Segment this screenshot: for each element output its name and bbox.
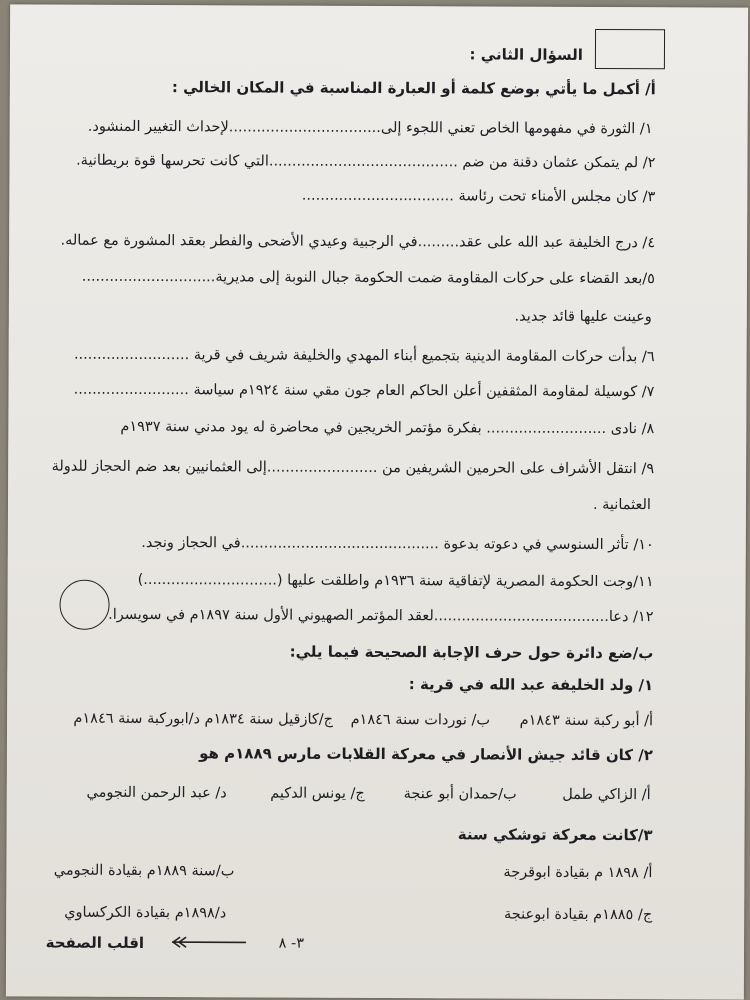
mcq-3-option-a: أ/ ١٨٩٨ م بقيادة ابوقرجة	[503, 864, 653, 882]
fill-item-3: ٣/ كان مجلس الأمناء تحت رئاسة .................................	[301, 187, 656, 206]
fill-item-7: ٧/ كوسيلة لمقاومة المثقفين أعلن الحاكم العام جون مقي سنة ١٩٢٤م سياسة .........................	[73, 381, 655, 401]
mcq-1-option-b: ب/ نوردات سنة ١٨٤٦م	[350, 711, 491, 729]
section-a-instruction: أ/ أكمل ما يأتي بوضع كلمة أو العبارة المناسبة في المكان الخالي :	[171, 78, 656, 99]
mcq-3-question: ٣/كانت معركة توشكي سنة	[457, 825, 653, 845]
fill-item-5-cont: وعينت عليها قائد جديد.	[514, 308, 652, 326]
fill-item-6: ٦/ بدأت حركات المقاومة الدينية بتجميع أبناء المهدي والخليفة شريف في قرية .........................	[73, 346, 655, 366]
mcq-1-question: ١/ ولد الخليفة عبد الله في قرية :	[408, 675, 654, 695]
mcq-1-option-a: أ/ أبو ركبة سنة ١٨٤٣م	[519, 712, 654, 730]
mcq-1-option-d: د/ابوركبة سنة ١٨٤٦م	[73, 710, 201, 728]
fill-item-10: ١٠/ تأثر السنوسي في دعوته بدعوة ...........................................في الحجاز ونجد.	[141, 534, 654, 554]
mcq-2-question: ٢/ كان قائد جيش الأنصار في معركة القلابات مارس ١٨٨٩م هو	[199, 744, 653, 765]
arrow-left-icon	[168, 935, 246, 949]
mcq-3-option-b: ب/سنة ١٨٨٩م بقيادة النجومي	[53, 862, 235, 880]
mcq-2-option-b: ب/حمدان أبو عنجة	[403, 786, 517, 803]
fill-item-11: ١١/وجت الحكومة المصرية لإتفاقية سنة ١٩٣٦م واطلقت عليها (.............................)	[137, 571, 654, 591]
mcq-1-option-c: ج/كازقيل سنة ١٨٣٤م	[204, 711, 334, 728]
turn-page-label: اقلب الصفحة	[45, 933, 145, 952]
mcq-2-option-c: ج/ يونس الدكيم	[270, 785, 365, 802]
exam-paper	[6, 4, 748, 999]
fill-item-8: ٨/ نادى .......................... بفكرة مؤتمر الخريجين في محاضرة له يود مدني سنة ١٩٣٧م	[120, 418, 655, 438]
score-box	[595, 29, 665, 69]
answer-circle	[59, 580, 109, 630]
fill-item-1: ١/ الثورة في مفهومها الخاص تعني اللجوء إلى.................................لإحداث التغيير المنشود.	[87, 118, 653, 138]
section-b-instruction: ب/ضع دائرة حول حرف الإجابة الصحيحة فيما يلي:	[289, 642, 654, 663]
fill-item-4: ٤/ درج الخليفة عبد الله على عقد.........في الرجبية وعيدي الأضحى والفطر بعقد المشورة مع عماله.	[60, 232, 656, 252]
mcq-2-option-a: أ/ الزاكي طمل	[562, 786, 651, 804]
fill-item-5: ٥/بعد القضاء على حركات المقاومة ضمت الحكومة جبال النوبة إلى مديرية.............................	[81, 268, 656, 288]
question-title: السؤال الثاني :	[469, 45, 583, 64]
mcq-2-option-d: د/ عبد الرحمن النجومي	[86, 784, 227, 802]
fill-item-12: ١٢/ دعا......................................لعقد المؤتمر الصهيوني الأول سنة ١٨٩٧م في سويسرا.	[108, 606, 654, 626]
page-number: ٣- ٨	[278, 935, 305, 952]
fill-item-9-cont: العثمانية .	[592, 496, 652, 514]
mcq-3-option-d: د/١٨٩٨م بقيادة الكركساوي	[64, 904, 227, 922]
fill-item-2: ٢/ لم يتمكن عثمان دقنة من ضم .........................................التي كانت تحرسها قوة بريطانية.	[76, 152, 656, 172]
fill-item-9: ٩/ انتقل الأشراف على الحرمين الشريفين من ........................إلى العثمانيين بعد ضم الحجاز للدولة	[51, 458, 655, 478]
mcq-3-option-c: ج/ ١٨٨٥م بقيادة ابوعنجة	[504, 906, 653, 924]
